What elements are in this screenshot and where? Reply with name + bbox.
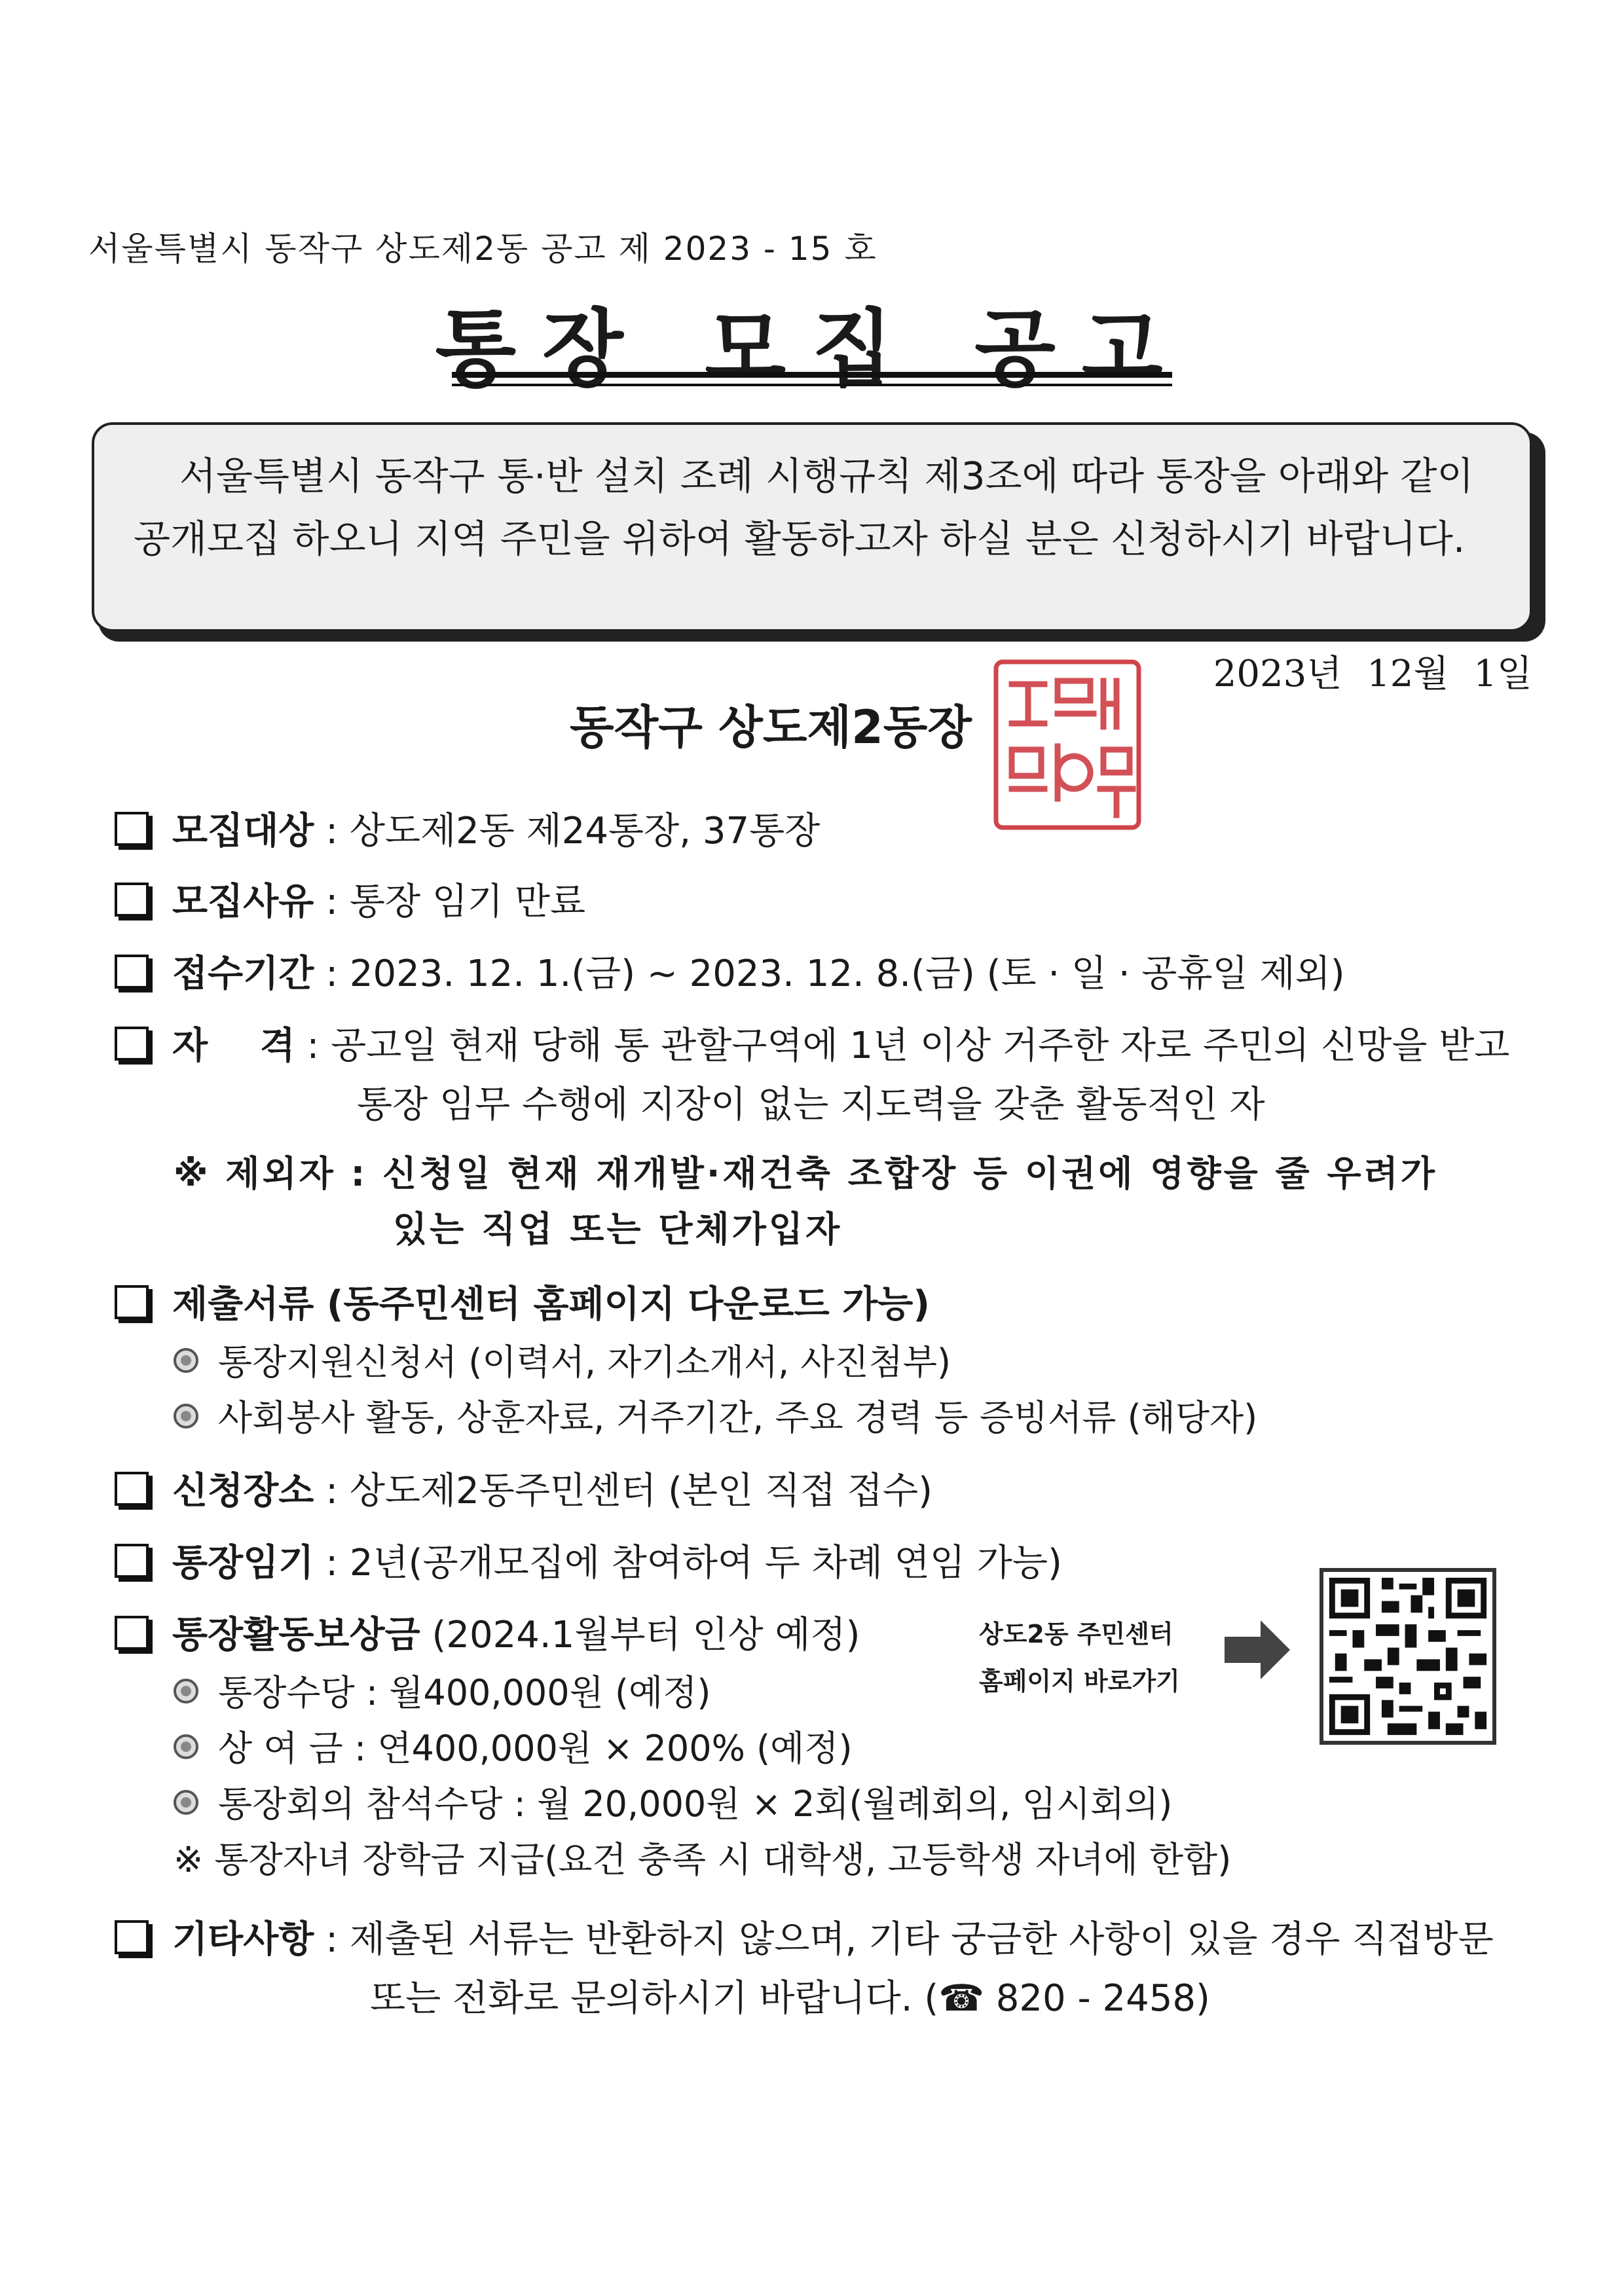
checkbox-icon	[115, 883, 149, 917]
item-label: 모집대상	[172, 810, 314, 852]
qr-label-line1: 상도2동 주민센터	[979, 1620, 1173, 1649]
official-seal-stamp	[992, 658, 1143, 831]
qr-label-line2: 홈페이지 바로가기	[979, 1667, 1180, 1696]
sub-text: 상 여 금 : 연400,000원 × 200% (예정)	[218, 1728, 853, 1769]
item-label: 기타사항	[172, 1918, 314, 1961]
checkbox-icon	[115, 1027, 149, 1061]
qr-code-image[interactable]	[1320, 1568, 1496, 1745]
item-label: 신청장소	[172, 1470, 314, 1512]
item-reason	[115, 873, 585, 925]
item-label: 모집사유	[172, 881, 314, 923]
checkbox-icon	[115, 1920, 149, 1954]
exclusion-line2: 있는 직업 또는 단체가입자	[393, 1209, 843, 1250]
item-note: (2024.1월부터 인상 예정)	[432, 1614, 860, 1656]
title-underline-thin	[452, 384, 1172, 386]
bullet-icon	[174, 1404, 198, 1429]
title-underline	[452, 372, 1172, 378]
item-place	[115, 1462, 932, 1514]
item-value: : 2023. 12. 1.(금) ~ 2023. 12. 8.(금) (토 · 일 · 공휴일 제외)	[325, 953, 1345, 995]
sub-text: 통장수당 : 월400,000원 (예정)	[218, 1672, 711, 1713]
item-value: : 통장 임기 만료	[325, 881, 586, 923]
item-value: : 상도제2동 제24통장, 37통장	[325, 810, 821, 852]
checkbox-icon	[115, 812, 149, 846]
documents-sub2	[174, 1390, 1257, 1440]
page-title: 통장 모집 공고	[435, 301, 1189, 398]
compensation-sub3	[174, 1776, 1172, 1827]
bullet-icon	[174, 1348, 198, 1373]
sub-text: 통장지원신청서 (이력서, 자기소개서, 사진첨부)	[218, 1341, 951, 1383]
issuing-office: 동작구 상도제2동장	[570, 701, 972, 754]
etc-line2: 또는 전화로 문의하시기 바랍니다. (☎ 820 - 2458)	[370, 1977, 1210, 2020]
checkbox-icon	[115, 1616, 149, 1650]
qualification-line2: 통장 임무 수행에 지장이 없는 지도력을 갖춘 활동적인 자	[357, 1084, 1265, 1126]
checkbox-icon	[115, 1285, 149, 1319]
item-value: : 제출된 서류는 반환하지 않으며, 기타 궁금한 사항이 있을 경우 직접방문	[325, 1918, 1494, 1961]
item-etc	[115, 1910, 1494, 1963]
qr-label	[979, 1611, 1180, 1705]
arrow-right-icon	[1225, 1620, 1290, 1679]
item-term	[115, 1534, 1062, 1586]
item-label: 제출서류 (동주민센터 홈페이지 다운로드 가능)	[172, 1283, 930, 1326]
item-label: 통장활동보상금	[172, 1614, 420, 1656]
item-value: : 2년(공개모집에 참여하여 두 차례 연임 가능)	[325, 1542, 1062, 1584]
item-value: : 공고일 현재 당해 통 관할구역에 1년 이상 거주한 자로 주민의 신망을 받고	[306, 1025, 1510, 1067]
item-target	[115, 802, 820, 854]
item-qualification	[115, 1017, 1509, 1069]
checkbox-icon	[115, 1472, 149, 1506]
sub-text: 통장회의 참석수당 : 월 20,000원 × 2회(월례회의, 임시회의)	[218, 1783, 1173, 1825]
item-value: : 상도제2동주민센터 (본인 직접 접수)	[325, 1470, 932, 1512]
bullet-icon	[174, 1679, 198, 1704]
item-documents	[115, 1275, 930, 1328]
issue-date: 2023년 12월 1일	[1213, 653, 1532, 695]
sub-text: 사회봉사 활동, 상훈자료, 거주기간, 주요 경력 등 증빙서류 (해당자)	[218, 1397, 1258, 1438]
item-label: 자 격	[172, 1025, 295, 1067]
item-compensation	[115, 1606, 860, 1658]
item-label: 통장임기	[172, 1542, 314, 1584]
checkbox-icon	[115, 1544, 149, 1578]
compensation-sub4: ※ 통장자녀 장학금 지급(요건 충족 시 대학생, 고등학생 자녀에 한함)	[174, 1839, 1232, 1880]
checkbox-icon	[115, 955, 149, 989]
intro-box: 서울특별시 동작구 통·반 설치 조례 시행규칙 제3조에 따라 통장을 아래와 같이 공개모집 하오니 지역 주민을 위하여 활동하고자 하실 분은 신청하시기 바랍니다.	[92, 422, 1532, 632]
item-label: 접수기간	[172, 953, 314, 995]
exclusion-line1: ※ 제외자 : 신청일 현재 재개발·재건축 조합장 등 이권에 영향을 줄 우려가	[174, 1153, 1437, 1194]
compensation-sub2	[174, 1721, 853, 1771]
compensation-sub1	[174, 1665, 710, 1715]
item-period	[115, 945, 1345, 997]
notice-number: 서울특별시 동작구 상도제2동 공고 제 2023 - 15 호	[88, 230, 877, 268]
bullet-icon	[174, 1790, 198, 1815]
bullet-icon	[174, 1734, 198, 1759]
documents-sub1	[174, 1334, 951, 1385]
